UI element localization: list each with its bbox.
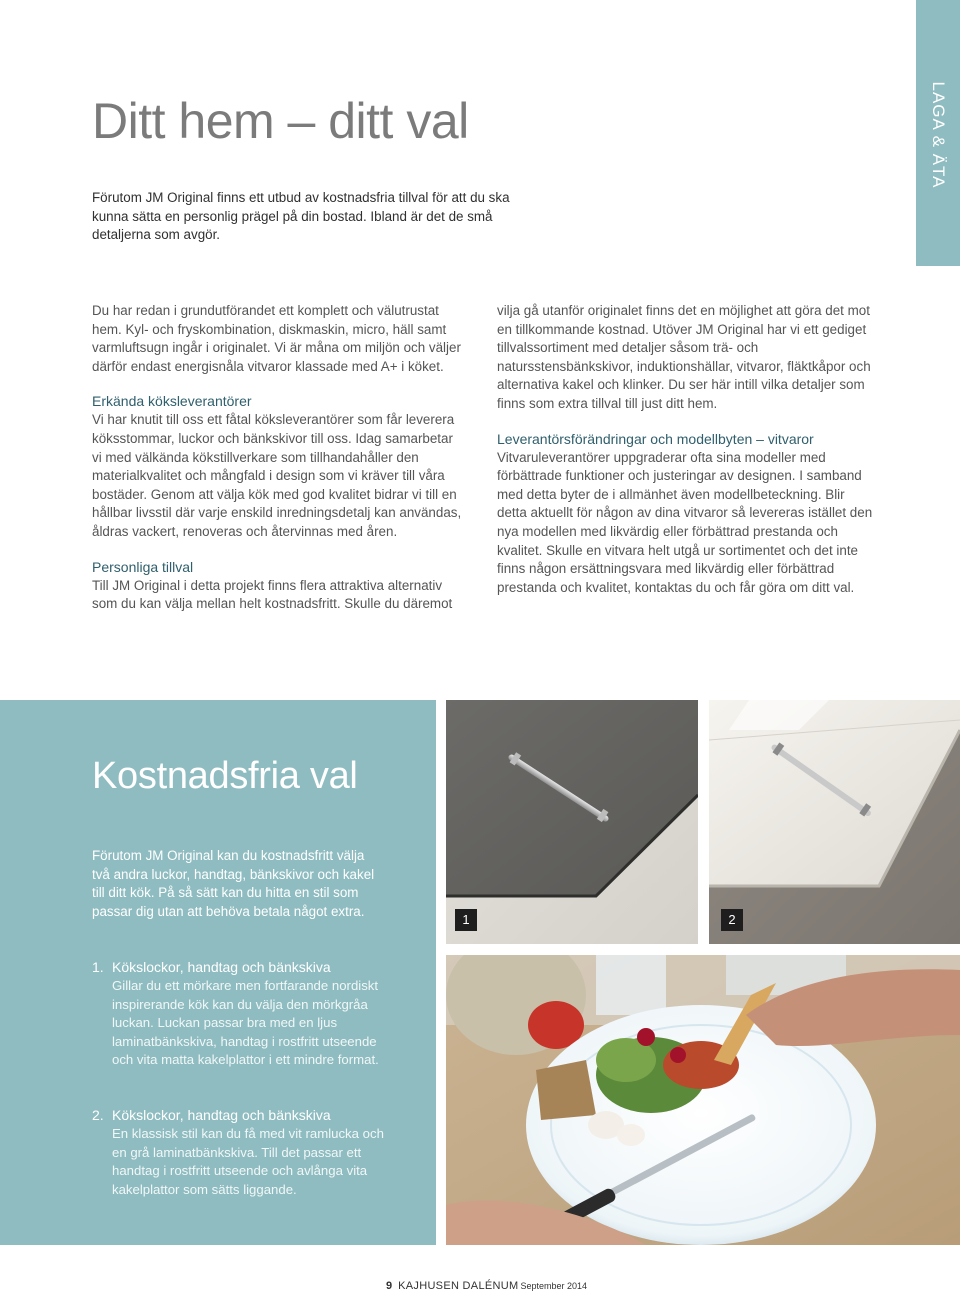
photo-badge-2: 2 [721,909,743,931]
publication-date: September 2014 [520,1281,587,1291]
section-heading-personal-options: Personliga tillval [92,558,194,575]
panel-title: Kostnadsfria val [92,755,358,797]
section-text-personal-options: Till JM Original i detta projekt finns flera attraktiva alternativ som du kan välja mellan helt kostnadsfritt. Skulle du däremot [92,577,453,612]
option-item-1 [92,957,392,1070]
panel-lead: Förutom JM Original kan du kostnadsfritt välja två andra luckor, handtag, bänkskivor och kakel till ditt kök. På så sätt kan du hitta en stil som passar dig utan att behöva betala något extra. [92,848,375,919]
option-item-2 [92,1105,392,1199]
section-heading-suppliers: Erkända köksleverantörer [92,393,252,410]
photo-white-door [709,700,960,944]
page-number: 9 [386,1280,393,1292]
photo-badge-1: 1 [455,909,477,931]
intro-paragraph: Du har redan i grundutförandet ett komplett och välutrustat hem. Kyl- och fryskombination, diskmaskin, micro, häll samt varmluftsugn ingår i originalet. Vi är måna om miljön och väljer därför endast energisnåla vitvaror klassade med A+ i köket. [92,303,461,374]
section-tab [916,0,960,266]
section-text-appliances: Vitvaruleverantörer uppgraderar ofta sina modeller med förbättrade funktioner och justeringar av designen. I samband med detta byter de i allmänhet även modellbeteckning. Blir detta aktuellt för någon av dina vitvaror så levereras istället den nya modellen med likvärdig eller förbättrad prestanda och kvalitet. Skulle en vitvara helt utgå ur sortimentet och det inte finns någon ersättningsvara med likvärdig eller förbättrad prestanda och kvalitet, kontaktas du och får göra om ditt val. [497,449,873,595]
publication-name: KAJHUSEN DALÉNUM [398,1280,519,1292]
lead-paragraph: Förutom JM Original finns ett utbud av kostnadsfria tillval för att du ska kunna sätta en personlig prägel på din bostad. Ibland är det de små detaljerna som avgör. [92,190,510,242]
page-footer [386,1280,587,1292]
section-tab-label: LAGA & ÄTA [929,81,948,189]
photo-food-plate [446,955,960,1245]
option-number-2: 2. [92,1107,104,1123]
right-intro-paragraph: vilja gå utanför originalet finns det en möjlighet att göra det mot en tillkommande kostnad. Utöver JM Original har vi ett gediget tillvalssortiment med detaljer såsom trä- och natursstensbänkskivor, induktionshällar, vitvaror, fläktkåpor och alternativa kakel och klinker. Du ser här intill vilka detaljer som finns som extra tillval till just ditt hem. [497,303,871,411]
option-heading-1: 1. Kökslockor, handtag och bänkskiva [92,959,331,975]
page-title: Ditt hem – ditt val [92,93,469,149]
option-text-2: En klassisk stil kan du få med vit ramlucka och en grå laminatbänkskiva. Till det passar ett handtag i rostfritt utseende och avlånga vita kakelplattor som sätts liggande. [112,1126,384,1197]
option-heading-2: 2. Kökslockor, handtag och bänkskiva [92,1107,331,1123]
right-column [497,302,877,613]
option-number-1: 1. [92,959,104,975]
section-heading-appliances: Leverantörsförändringar och modellbyten – vitvaror [497,430,814,447]
photo-dark-door [446,700,698,944]
section-text-suppliers: Vi har knutit till oss ett fåtal köksleverantörer som får leverera köksstommar, luckor och bänkskivor till oss. Idag samarbetar vi med välkända kökstillverkare som tillhandahåller den materialkvalitet och mångfald i design som vi kräver till våra bostäder. Genom att välja kök med god kvalitet bidrar vi till en hållbar livsstil där varje enskild inredningsdetalj kan användas, åldras vackert, renoveras och återvinnas med åren. [92,412,462,539]
option-text-1: Gillar du ett mörkare men fortfarande nordiskt inspirerande kök kan du välja den mörkgråa luckan. Luckan passar bra med en ljus laminatbänkskiva, handtag i rostfritt utseende och vita matta kakelplattor i ett mindre format. [112,978,379,1068]
left-column [92,302,464,630]
